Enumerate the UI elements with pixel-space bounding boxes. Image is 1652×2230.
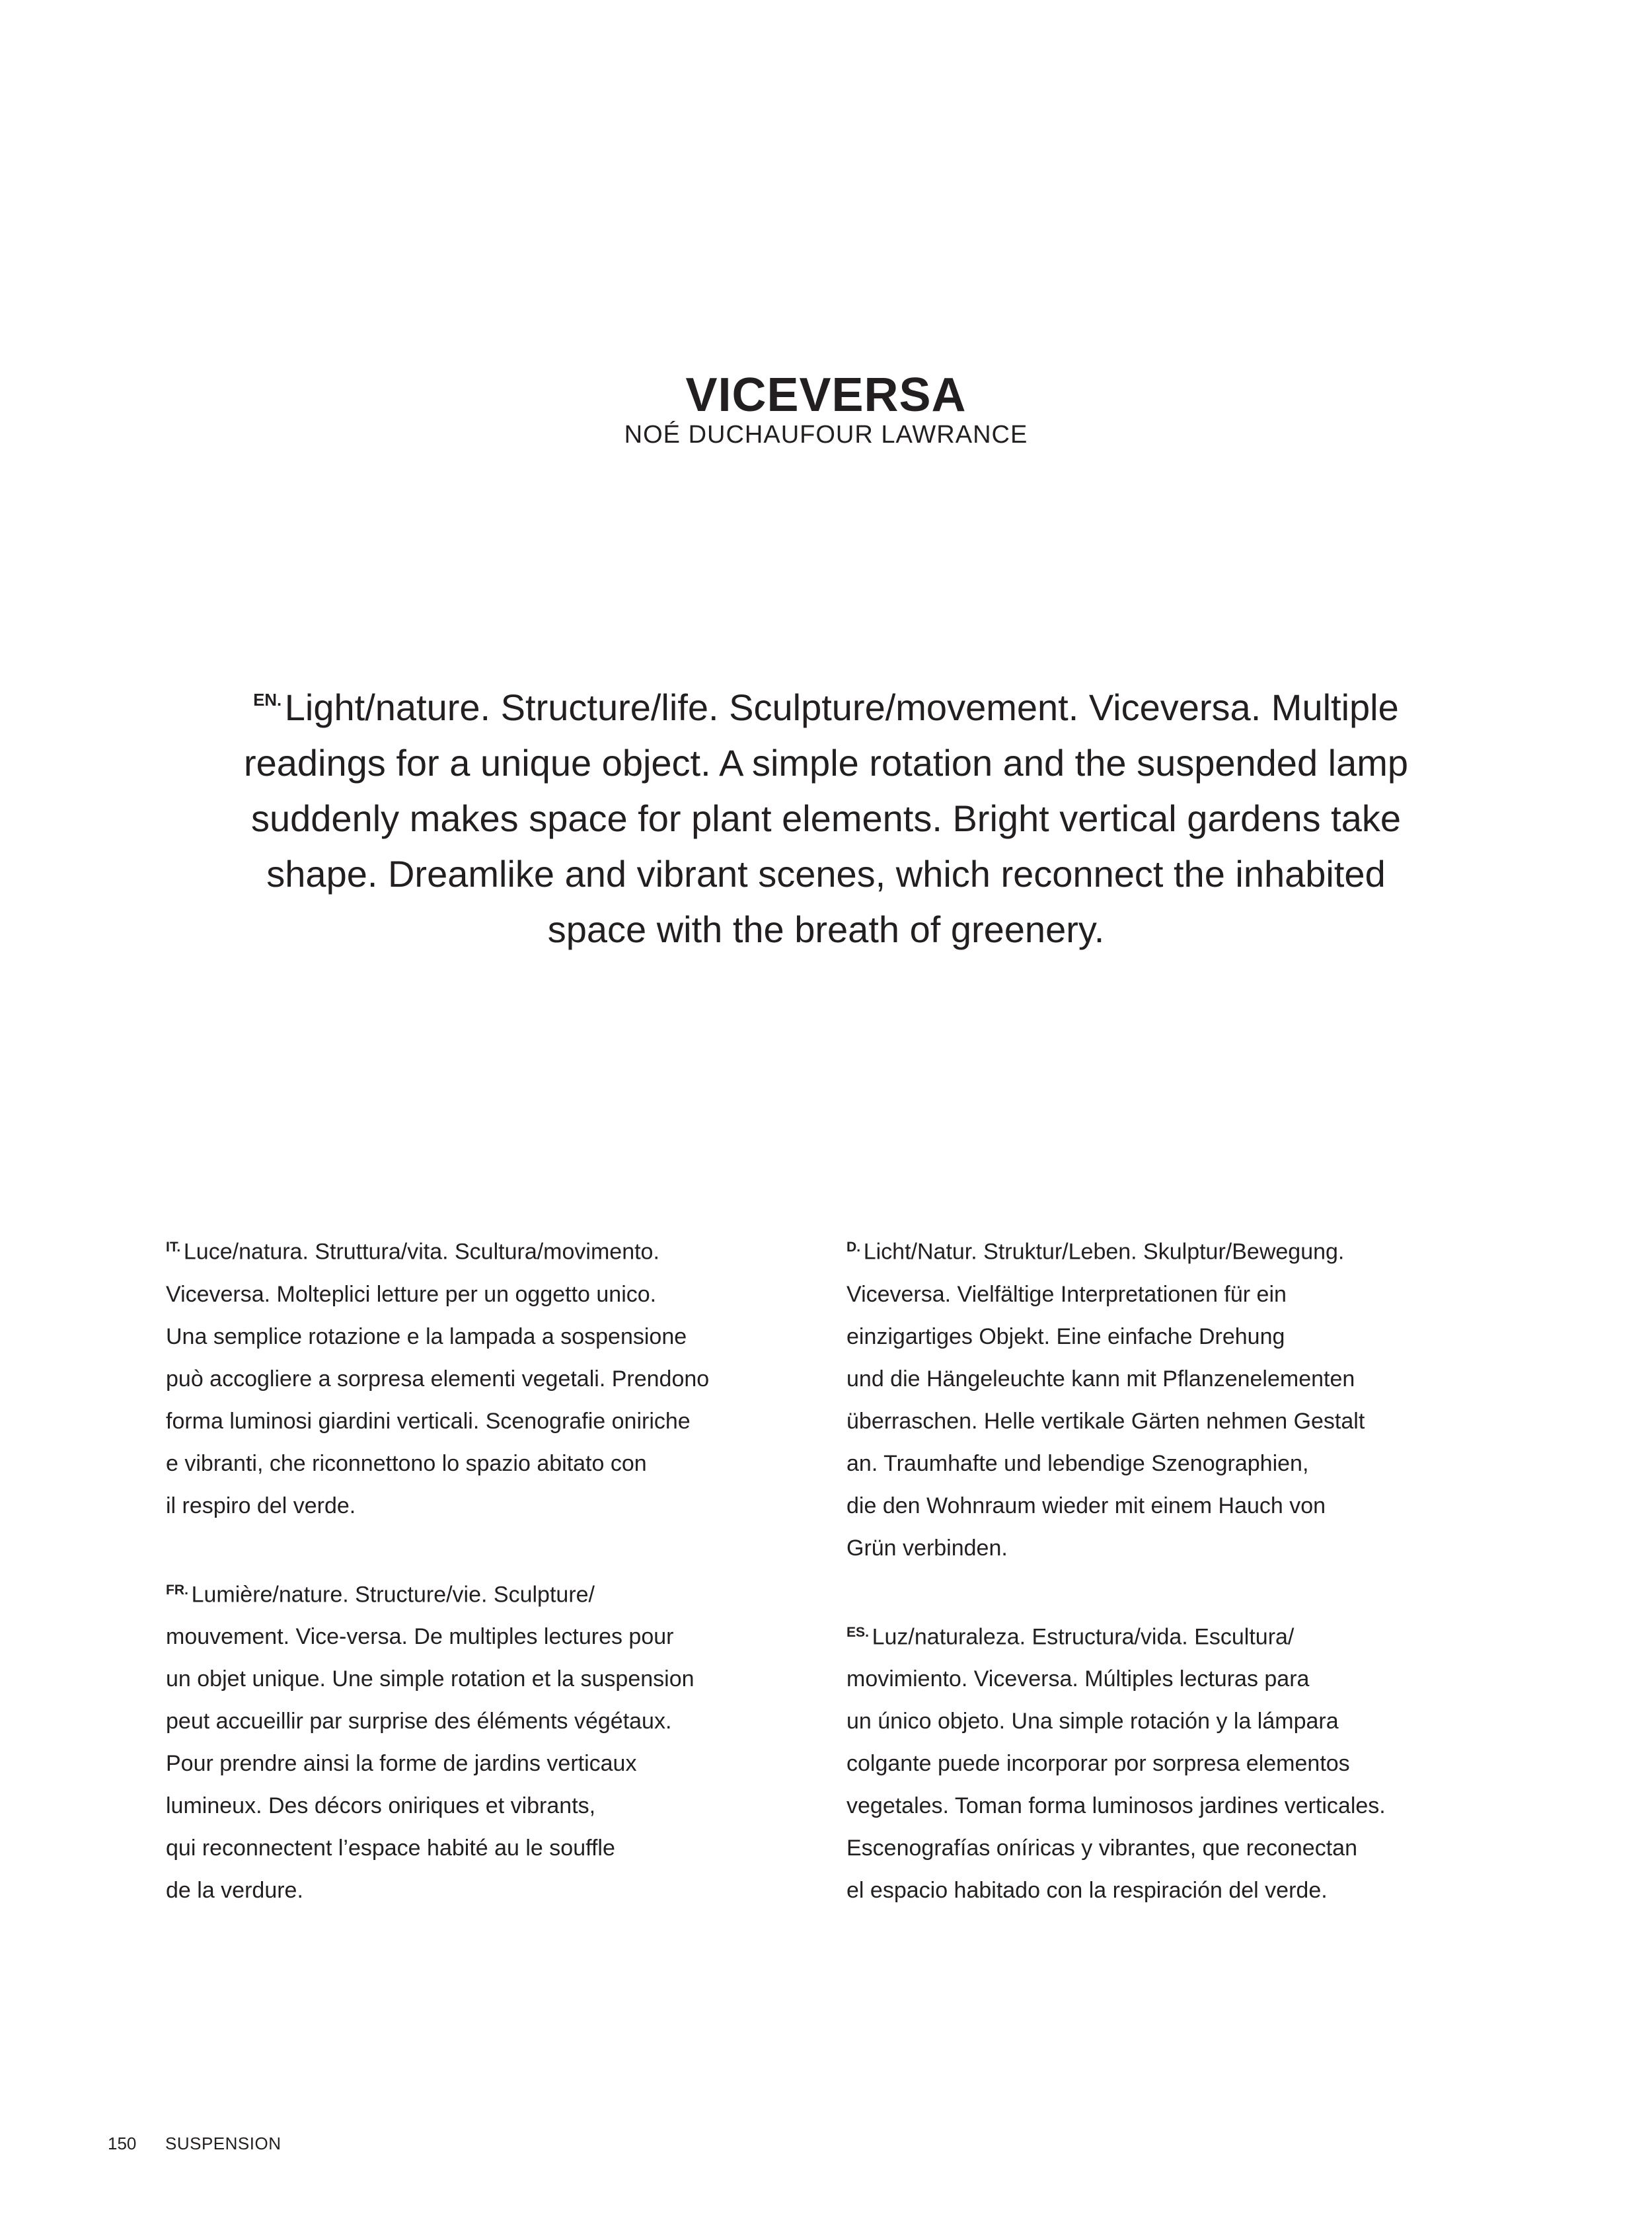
text-line: einzigartiges Objekt. Eine einfache Drehung bbox=[846, 1323, 1285, 1349]
text-line: Escenografías oníricas y vibrantes, que reconectan bbox=[846, 1836, 1357, 1861]
paragraph-de bbox=[846, 1226, 1507, 1569]
page-number: 150 bbox=[108, 2134, 137, 2153]
lead-line: space with the breath of greenery. bbox=[547, 908, 1105, 950]
language-tag-fr: FR. bbox=[166, 1582, 188, 1598]
text-line: an. Traumhafte und lebendige Szenographien, bbox=[846, 1450, 1309, 1476]
text-line: forma luminosi giardini verticali. Scenografie oniriche bbox=[166, 1408, 691, 1434]
paragraph-it bbox=[166, 1226, 813, 1527]
text-line: Grün verbinden. bbox=[846, 1535, 1008, 1561]
text-line: $^{ES.}$ Luz/naturaleza. Estructura/vida. Escultura/ bbox=[846, 1624, 1295, 1650]
text-line: colgante puede incorporar por sorpresa elementos bbox=[846, 1751, 1350, 1777]
section-name: SUSPENSION bbox=[165, 2134, 282, 2153]
text-line: überraschen. Helle vertikale Gärten nehmen Gestalt bbox=[846, 1408, 1365, 1434]
language-tag-it: IT. bbox=[166, 1240, 181, 1255]
text-line: $^{D.}$ Licht/Natur. Struktur/Leben. Skulptur/Bewegung. bbox=[846, 1239, 1345, 1265]
lead-line: suddenly makes space for plant elements. Bright vertical gardens take bbox=[250, 797, 1402, 839]
language-tag-es: ES. bbox=[846, 1624, 869, 1640]
lead-line: readings for a unique object. A simple rotation and the suspended lamp bbox=[243, 741, 1409, 784]
text-line: un objet unique. Une simple rotation et la suspension bbox=[166, 1666, 695, 1692]
text-line: $^{IT.}$ Luce/natura. Struttura/vita. Scultura/movimento. bbox=[166, 1239, 659, 1265]
lead-line: $^{EN.}$Light/nature. Structure/life. Sculpture/movement. Viceversa. Multiple bbox=[253, 686, 1399, 728]
paragraph-fr bbox=[166, 1569, 813, 1912]
text-line: vegetales. Toman forma luminosos jardines verticales. bbox=[846, 1793, 1386, 1819]
text-line: qui reconnectent l’espace habité au le souffle bbox=[166, 1836, 615, 1861]
text-line: e vibranti, che riconnettono lo spazio abitato con bbox=[166, 1450, 647, 1476]
text-line: und die Hängeleuchte kann mit Pflanzenelementen bbox=[846, 1366, 1355, 1392]
text-line: mouvement. Vice-versa. De multiples lectures pour bbox=[166, 1624, 674, 1650]
text-line: Viceversa. Vielfältige Interpretationen für ein bbox=[846, 1281, 1287, 1307]
page-title: VICEVERSA bbox=[685, 369, 967, 422]
paragraph-es bbox=[846, 1612, 1507, 1912]
text-line: può accogliere a sorpresa elementi vegetali. Prendono bbox=[166, 1366, 710, 1392]
text-line: Una semplice rotazione e la lampada a sospensione bbox=[166, 1323, 687, 1349]
text-line: movimiento. Viceversa. Múltiples lecturas para bbox=[846, 1666, 1310, 1692]
text-line: il respiro del verde. bbox=[166, 1493, 356, 1518]
language-tag-de: D. bbox=[846, 1240, 861, 1255]
column-right bbox=[846, 1226, 1507, 1912]
text-line: die den Wohnraum wieder mit einem Hauch von bbox=[846, 1493, 1326, 1518]
text-line: $^{FR.}$ Lumière/nature. Structure/vie. Sculpture/ bbox=[166, 1582, 595, 1608]
designer-name: NOÉ DUCHAUFOUR LAWRANCE bbox=[624, 421, 1028, 449]
text-line: lumineux. Des décors oniriques et vibrants, bbox=[166, 1793, 596, 1819]
lead-paragraph-en bbox=[165, 673, 1487, 957]
language-tag-en: EN. bbox=[253, 691, 282, 710]
text-line: Pour prendre ainsi la forme de jardins verticaux bbox=[166, 1751, 637, 1777]
column-left bbox=[166, 1226, 813, 1912]
text-line: Viceversa. Molteplici letture per un oggetto unico. bbox=[166, 1281, 657, 1307]
lead-line: shape. Dreamlike and vibrant scenes, which reconnect the inhabited bbox=[266, 852, 1386, 895]
text-line: de la verdure. bbox=[166, 1878, 303, 1904]
text-line: el espacio habitado con la respiración del verde. bbox=[846, 1878, 1328, 1904]
text-line: un único objeto. Una simple rotación y la lámpara bbox=[846, 1709, 1339, 1734]
text-line: peut accueillir par surprise des éléments végétaux. bbox=[166, 1709, 672, 1734]
